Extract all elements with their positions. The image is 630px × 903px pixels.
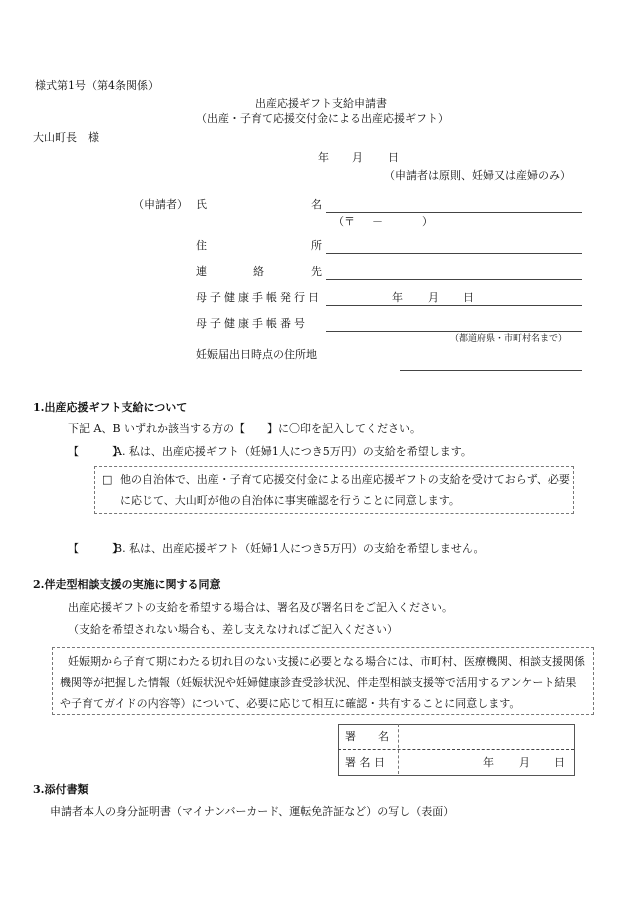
date-month-label: 月 <box>352 151 363 164</box>
consent-info-line-2: 機関等が把握した情報（妊娠状況や妊婦健康診査受診状況、伴走型相談支援等で活用するアンケート結果 <box>60 676 577 689</box>
name-input-line[interactable] <box>326 212 582 213</box>
signature-field[interactable] <box>399 726 571 746</box>
prefecture-note: （都道府県・市町村名まで） <box>450 334 568 344</box>
signature-divider <box>338 749 574 750</box>
consent-line-2: に応じて、大山町が他の自治体に事実確認を行うことに同意します。 <box>120 494 460 507</box>
option-b-text: B. 私は、出産応援ギフト（妊婦1人につき5万円）の支給を希望しません。 <box>114 542 485 555</box>
handbook-issue-input-line[interactable] <box>326 305 582 306</box>
contact-label-3: 先 <box>311 265 322 278</box>
address-label-1: 住 <box>196 239 207 252</box>
form-title: 出産応援ギフト支給申請書 <box>255 97 387 110</box>
consent-checkbox[interactable]: □ <box>102 473 113 486</box>
handbook-number-label: 母子健康手帳番号 <box>196 317 308 330</box>
sig-year-label: 年 <box>483 756 494 769</box>
handbook-issue-day: 日 <box>463 291 474 304</box>
handbook-issue-month: 月 <box>428 291 439 304</box>
handbook-issue-label: 母子健康手帳発行日 <box>196 291 322 304</box>
applicant-label: （申請者） <box>133 198 188 211</box>
sig-day-label: 日 <box>554 756 565 769</box>
pregnancy-address-label: 妊娠届出日時点の住所地 <box>196 348 317 361</box>
name-label-1: 氏 <box>196 198 207 211</box>
consent-info-line-3: や子育てガイドの内容等）について、必要に応じて相互に確認・共有することに同意します。 <box>60 697 521 710</box>
contact-label-1: 連 <box>196 265 207 278</box>
signature-label: 署 名 <box>345 730 389 743</box>
date-day-label: 日 <box>388 151 399 164</box>
date-year-label: 年 <box>318 151 329 164</box>
addressee: 大山町長 様 <box>33 131 99 144</box>
consent-line-1: 他の自治体で、出産・子育て応援交付金による出産応援ギフトの支給を受けておらず、必要 <box>120 473 570 486</box>
section1-heading: 1.出産応援ギフト支給について <box>33 401 188 414</box>
postal-open: （〒 <box>333 215 355 228</box>
postal-dash: － <box>372 215 383 228</box>
section3-heading: 3.添付書類 <box>33 783 89 796</box>
option-a-bracket[interactable]: 【 】 <box>68 445 123 458</box>
pregnancy-address-input-line[interactable] <box>400 370 582 371</box>
form-number: 様式第1号（第4条関係） <box>35 79 159 92</box>
section2-line-2: （支給を希望されない場合も、差し支えなければご記入ください） <box>68 623 398 636</box>
section2-line-1: 出産応援ギフトの支給を希望する場合は、署名及び署名日をご記入ください。 <box>68 601 453 614</box>
consent-info-line-1: 妊娠期から子育て期にわたる切れ目のない支援に必要となる場合には、市町村、医療機関、相談支援関係 <box>68 655 585 668</box>
postal-close: ） <box>422 215 433 228</box>
handbook-issue-year: 年 <box>392 291 403 304</box>
handbook-number-input-line[interactable] <box>326 331 582 332</box>
form-subtitle: （出産・子育て応援交付金による出産応援ギフト） <box>196 112 449 125</box>
option-a-text: A. 私は、出産応援ギフト（妊婦1人につき5万円）の支給を希望します。 <box>114 445 472 458</box>
section1-instruction: 下記 A、B いずれか該当する方の【 】に〇印を記入してください。 <box>68 422 422 435</box>
section2-heading: 2.伴走型相談支援の実施に関する同意 <box>33 578 221 591</box>
contact-input-line[interactable] <box>326 279 582 280</box>
contact-label-2: 絡 <box>253 265 264 278</box>
option-b-bracket[interactable]: 【 】 <box>68 542 123 555</box>
applicant-note: （申請者は原則、妊婦又は産婦のみ） <box>384 169 571 182</box>
address-input-line[interactable] <box>326 253 582 254</box>
name-label-2: 名 <box>311 198 322 211</box>
signature-date-label: 署 名 日 <box>345 756 385 769</box>
address-label-2: 所 <box>311 239 322 252</box>
sig-month-label: 月 <box>519 756 530 769</box>
section3-text: 申請者本人の身分証明書（マイナンバーカード、運転免許証など）の写し（表面） <box>50 805 455 818</box>
